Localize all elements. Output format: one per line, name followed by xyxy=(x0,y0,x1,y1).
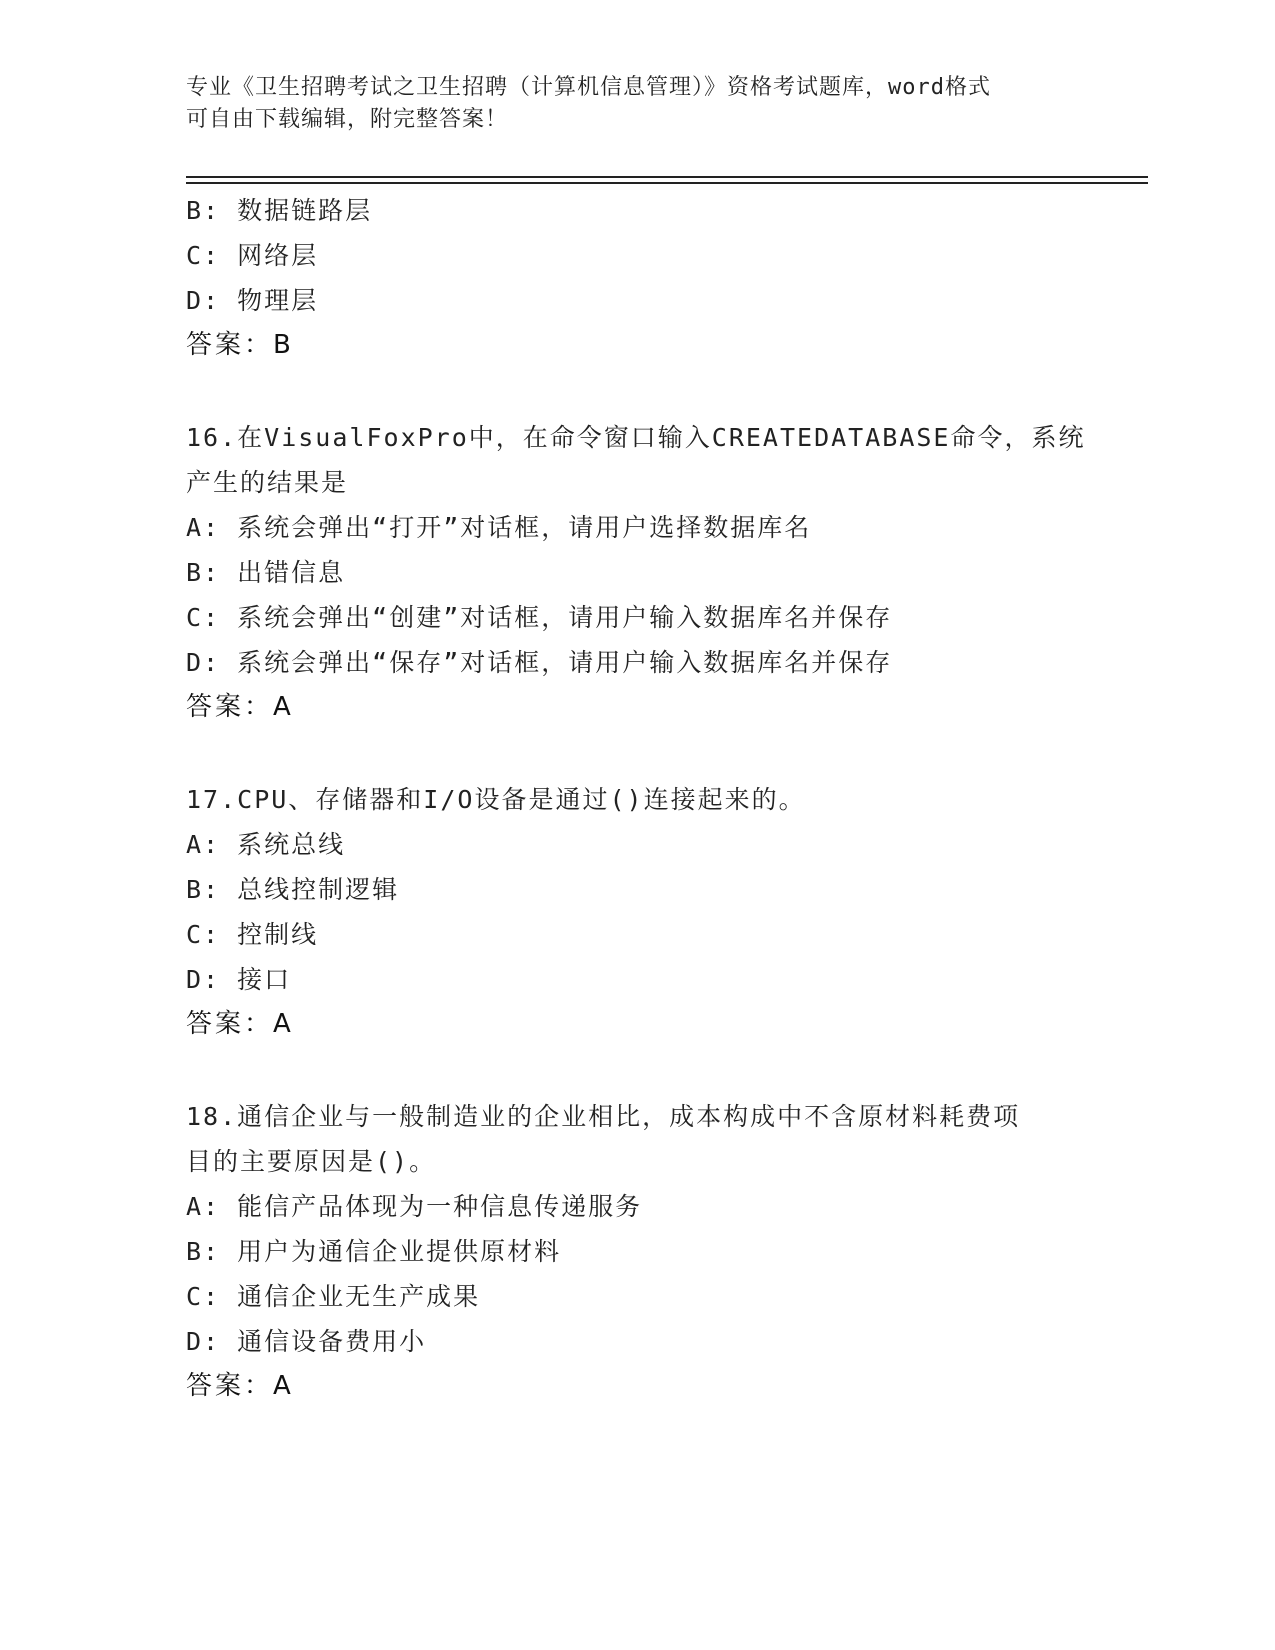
q15-option-d: D: 物理层 xyxy=(186,286,319,315)
q16-stem-line-1: 16.在VisualFoxPro中，在命令窗口输入CREATEDATABASE命令，系统 xyxy=(186,423,1086,452)
q15-option-c: C: 网络层 xyxy=(186,241,319,270)
q18-option-c: C: 通信企业无生产成果 xyxy=(186,1282,481,1311)
question-17 xyxy=(186,777,1086,1047)
q18-stem-line-2: 目的主要原因是()。 xyxy=(186,1147,437,1176)
q18-stem-line-1: 18.通信企业与一般制造业的企业相比，成本构成中不含原材料耗费项 xyxy=(186,1102,1021,1131)
q15-option-b: B: 数据链路层 xyxy=(186,196,373,225)
q16-answer: 答案：A xyxy=(186,692,294,722)
q16-option-b: B: 出错信息 xyxy=(186,558,346,587)
header-divider-top xyxy=(186,176,1148,178)
spacer xyxy=(186,730,1086,777)
question-16 xyxy=(186,415,1086,730)
q16-stem-line-2: 产生的结果是 xyxy=(186,468,349,497)
q15-answer: 答案：B xyxy=(186,330,294,360)
q17-option-d: D: 接口 xyxy=(186,965,292,994)
spacer xyxy=(186,368,1086,415)
header-divider-bottom xyxy=(186,182,1148,184)
q17-option-b: B: 总线控制逻辑 xyxy=(186,875,400,904)
q16-option-a: A: 系统会弹出“打开”对话框，请用户选择数据库名 xyxy=(186,513,812,542)
q18-option-b: B: 用户为通信企业提供原材料 xyxy=(186,1237,562,1266)
q17-option-a: A: 系统总线 xyxy=(186,830,346,859)
header-line-1: 专业《卫生招聘考试之卫生招聘（计算机信息管理）》资格考试题库，word格式 xyxy=(186,75,991,100)
question-list xyxy=(186,188,1086,1409)
header-line-2: 可自由下载编辑，附完整答案！ xyxy=(186,107,509,132)
q17-answer: 答案：A xyxy=(186,1009,294,1039)
q18-answer: 答案：A xyxy=(186,1371,294,1401)
q18-option-a: A: 能信产品体现为一种信息传递服务 xyxy=(186,1192,643,1221)
document-header xyxy=(186,72,1086,136)
q17-stem-line-1: 17.CPU、存储器和I/O设备是通过()连接起来的。 xyxy=(186,785,806,814)
question-18 xyxy=(186,1094,1086,1409)
spacer xyxy=(186,1047,1086,1094)
q18-option-d: D: 通信设备费用小 xyxy=(186,1327,427,1356)
question-15 xyxy=(186,188,1086,368)
q16-option-c: C: 系统会弹出“创建”对话框，请用户输入数据库名并保存 xyxy=(186,603,893,632)
q16-option-d: D: 系统会弹出“保存”对话框，请用户输入数据库名并保存 xyxy=(186,648,893,677)
q17-option-c: C: 控制线 xyxy=(186,920,319,949)
